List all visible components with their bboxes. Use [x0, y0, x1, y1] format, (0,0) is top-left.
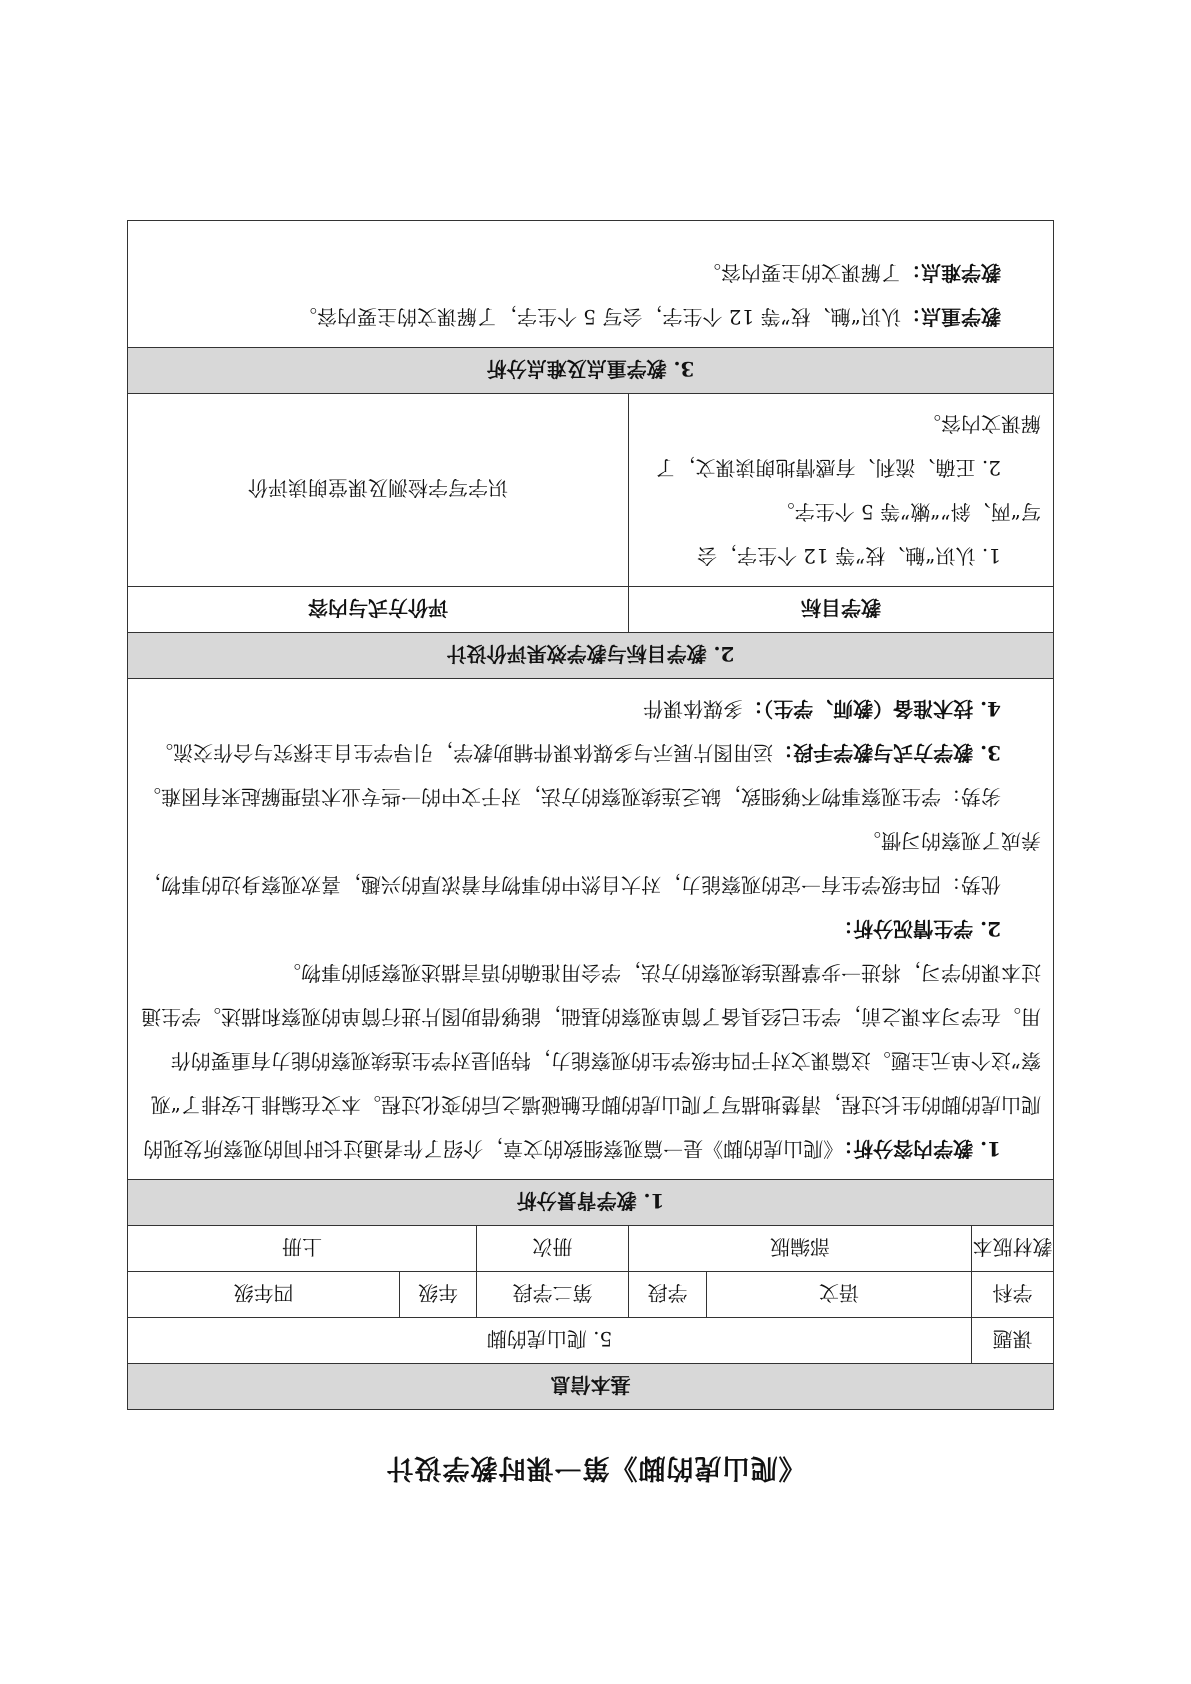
grade-value: 第二学段	[477, 1272, 629, 1318]
prep-text: 多媒体课件	[643, 697, 744, 721]
volume-value: 上册	[128, 1226, 477, 1272]
year-value: 四年级	[128, 1272, 400, 1318]
textbook-value: 部编版	[629, 1226, 972, 1272]
analysis-content	[128, 679, 1054, 1180]
method-text: 运用图片展示与多媒体课件辅助教学，引导学生自主探究与合作交流。	[153, 741, 774, 765]
prep-label: 4. 技术准备（教师、学生）：	[743, 697, 1001, 721]
subject-label: 学科	[972, 1272, 1054, 1318]
document-title: 《爬山虎的脚》第一课时教学设计	[385, 1452, 806, 1483]
prep-paragraph	[140, 687, 1041, 731]
content-analysis-paragraph	[140, 951, 1041, 1171]
objectives-header: 2. 教学目标与教学效果评价设计	[128, 633, 1054, 679]
focus-text: 认识“触、枝”等 12 个生字，会写 5 个生字，了解课文的主要内容。	[296, 305, 901, 329]
difficulty-text: 了解课文的主要内容。	[701, 261, 901, 285]
focus-label: 教学重点：	[901, 305, 1001, 329]
focus-paragraph	[140, 295, 1041, 339]
objectives-list	[629, 394, 1054, 587]
topic-value: 5. 爬山虎的脚	[128, 1318, 972, 1364]
method-paragraph	[140, 731, 1041, 775]
topic-label: 课题	[972, 1318, 1054, 1364]
key-points-header: 3. 教学重点及难点分析	[128, 348, 1054, 394]
textbook-label: 教材版本	[972, 1226, 1054, 1272]
evaluation-text: 识字写字检测及课堂朗读评价	[128, 394, 629, 587]
content-analysis-text: 《爬山虎的脚》是一篇观察细致的文章，介绍了作者通过长时间的观察所发现的爬山虎的脚的生长过程，清楚地描写了爬山虎的脚在触碰墙之后的变化过程。本文在编排上安排了“观察”这个单元主题。这篇课文对于四年级学生的观察能力，特别是对学生连续观察的能力有重要的作用。在学习本课之前，学生已经具备了简单观察的基础，能够借助图片进行简单的观察和描述。学生通过本课的学习，将进一步掌握连续观察的方法，学会用准确的语言描述观察到的事物。	[141, 961, 1041, 1161]
volume-label: 册次	[477, 1226, 629, 1272]
objective-item: 2. 正确、流利、有感情地朗读课文，了解课文内容。	[655, 412, 1041, 480]
basic-info-header: 基本信息	[128, 1364, 1054, 1410]
difficulty-paragraph	[140, 251, 1041, 295]
difficulty-label: 教学难点：	[901, 261, 1001, 285]
method-label: 3. 教学方式与教学手段：	[773, 741, 1001, 765]
learner-analysis-label: 2. 学生情况分析：	[833, 917, 1001, 941]
objective-item: 1. 认识“触、枝”等 12 个生字，会写“两、斜”“嫩”等 5 个生字。	[696, 500, 1041, 568]
subject-value: 语文	[707, 1272, 972, 1318]
content-analysis-label: 1. 教学内容分析：	[833, 1137, 1001, 1161]
analysis-header: 1. 教学背景分析	[128, 1180, 1054, 1226]
year-label: 年级	[400, 1272, 477, 1318]
objective-column-header: 教学目标	[629, 587, 1054, 633]
learner-weakness-text: 劣势：学生观察事物不够细致，缺乏连续观察的方法，对于文中的一些专业术语理解起来有困难。	[141, 785, 1001, 809]
lesson-plan-table	[127, 220, 1054, 1410]
learner-analysis-paragraph	[140, 907, 1041, 951]
key-points-content	[128, 221, 1054, 348]
learner-strength-text: 优势：四年级学生有一定的观察能力，对大自然中的事物有着浓厚的兴趣，喜欢观察身边的事物，养成了观察的习惯。	[141, 829, 1041, 897]
evaluation-column-header: 评价方式与内容	[128, 587, 629, 633]
grade-label: 学段	[629, 1272, 707, 1318]
